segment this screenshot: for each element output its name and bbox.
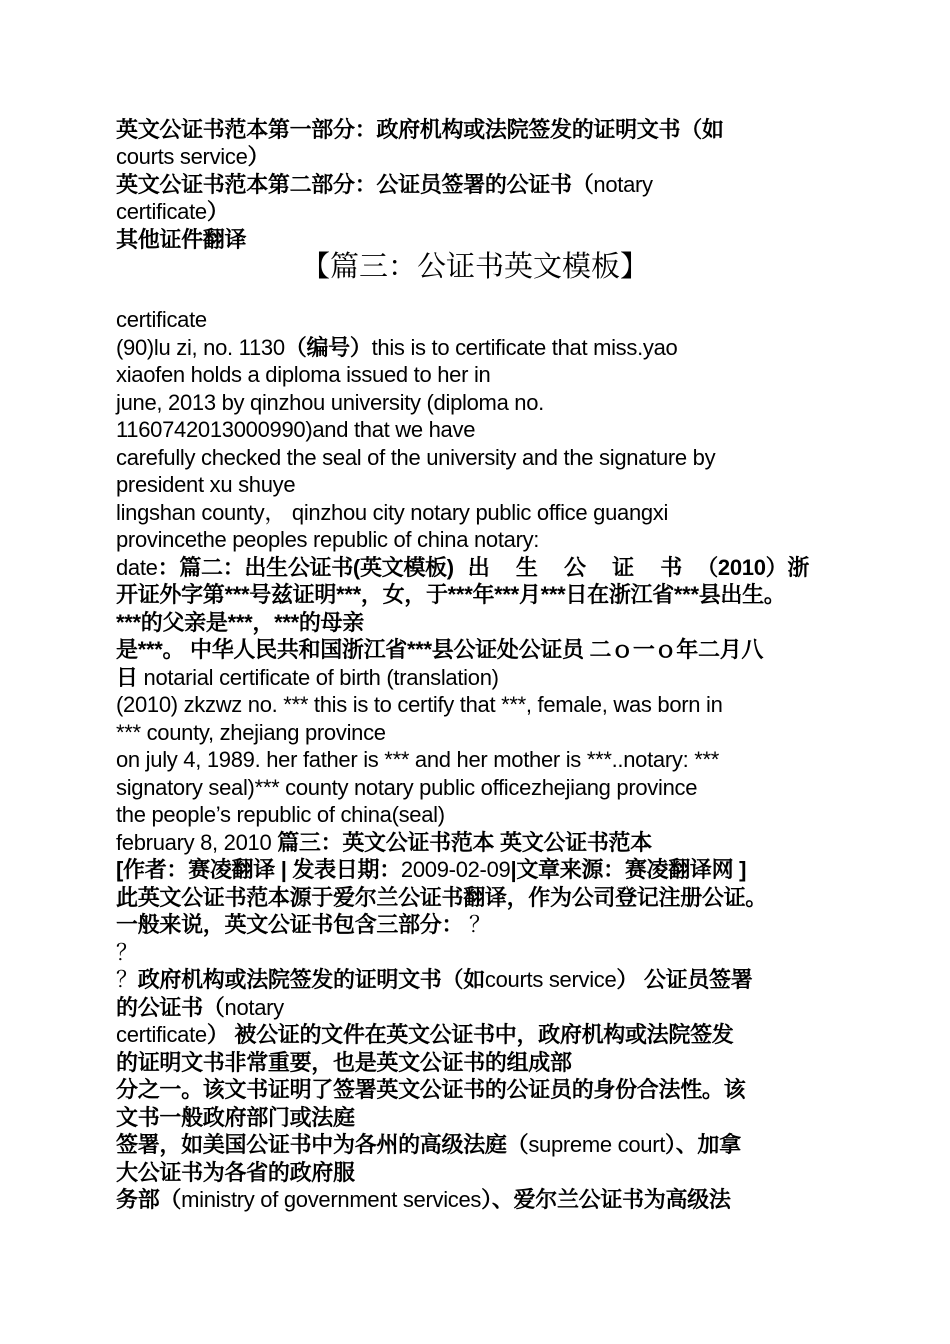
cert1-line-4: june, 2013 by qinzhou university (diploma no. — [116, 390, 544, 415]
cert2-title: ：篇二：出生公证书(英文模板) — [157, 555, 454, 580]
article-line-2: 此英文公证书范本源于爱尔兰公证书翻译，作为公司登记注册公证。 — [116, 885, 768, 910]
intro-part2-text: 英文公证书范本第二部分：公证员签署的公证书（ — [116, 172, 594, 197]
cert2-day: 日 — [116, 665, 138, 690]
article-item1-en: courts service — [484, 967, 617, 992]
cert2-line-3: ***的父亲是***，***的母亲 — [116, 610, 364, 635]
article-supreme-court: supreme court — [528, 1132, 666, 1157]
cert1-line-2 — [116, 334, 677, 361]
article-line-10: 文书一般政府部门或法庭 — [116, 1105, 355, 1130]
intro-part2-close: ） — [206, 199, 229, 224]
intro-part1-line — [116, 116, 724, 143]
cert2-line-4: 是***。 中华人民共和国浙江省***县公证处公证员 二ｏ一ｏ年二月八 — [116, 637, 764, 662]
cert2-line-10: the people’s republic of china(seal) — [116, 802, 445, 827]
cert1-line-5: 116074201300099​0)and that we have — [116, 417, 476, 442]
article-para3-cont: ）、爱尔兰公证书为高级法 — [481, 1187, 731, 1212]
article-q3: ？ — [116, 967, 138, 992]
article-date: 2009-02-09 — [400, 857, 511, 882]
article-line-11 — [116, 1131, 741, 1158]
cert2-line-9: signatory seal)*** county notary public officezhejiang province — [116, 775, 698, 800]
cert2-line-7: *** county, zhejiang province — [116, 720, 386, 745]
intro-part1-cont — [116, 143, 269, 170]
article-line-13 — [116, 1186, 731, 1213]
article-item2-en: notary — [224, 995, 284, 1020]
article-item2: ） 公证员签署 — [616, 967, 753, 992]
cert1-line-8: lingshan county， qinzhou city notary public office guangxi — [116, 500, 669, 525]
cert1-line-7: president xu shuye — [116, 472, 296, 497]
intro-part1-en: courts service — [116, 144, 248, 169]
article-para3: 务部（ — [116, 1187, 182, 1212]
cert1-line-1: certificate — [116, 307, 207, 332]
cert1-number-label: （编号） — [284, 335, 372, 360]
article-item1: 政府机构或法院签发的证明文书（如 — [137, 967, 485, 992]
cert1-number: (90)lu zi, no. 1130 — [116, 335, 285, 360]
cert2-line-1 — [116, 554, 809, 581]
cert2-next-title: 篇三：英文公证书范本 英文公证书范本 — [271, 830, 652, 855]
article-q1: ？ — [463, 912, 491, 937]
article-line-7 — [116, 1021, 733, 1048]
article-source: |文章来源：赛凌翻译网 ] — [510, 857, 747, 882]
article-meta-line — [116, 856, 746, 883]
article-line-12: 大公证书为各省的政府服 — [116, 1160, 355, 1185]
article-author: [作者：赛凌翻译 | 发表日期： — [116, 857, 401, 882]
article-line-3 — [116, 911, 491, 938]
article-line-6 — [116, 994, 284, 1021]
article-ministry: ministry of government services — [181, 1187, 482, 1212]
cert2-translation-title: notarial certificate of birth (translation) — [137, 665, 499, 690]
cert1-line-6: carefully checked the seal of the university and the signature by — [116, 445, 716, 470]
cert2-line-5 — [116, 664, 499, 691]
cert2-heading: 出 生 公 证 书 — [467, 555, 693, 580]
article-line-9: 分之一。该文书证明了签署英文公证书的公证员的身份合法性。该 — [116, 1077, 746, 1102]
article-para2: 签署，如美国公证书中为各州的高级法庭（ — [116, 1132, 529, 1157]
cert2-line-11 — [116, 829, 652, 856]
intro-part2-en: notary — [593, 172, 653, 197]
intro-part1-text: 英文公证书范本第一部分：政府机构或法院签发的证明文书（如 — [116, 117, 724, 142]
article-item2-cont: 的公证书（ — [116, 995, 225, 1020]
intro-part2-en2: certificate — [116, 199, 207, 224]
intro-other-line: 其他证件翻译 — [116, 227, 247, 252]
article-line-8: 的证明文书非常重要，也是英文公证书的组成部 — [116, 1050, 572, 1075]
cert2-date: date — [116, 555, 158, 580]
cert2-year: （2010）浙 — [696, 555, 810, 580]
article-para1: ） 被公证的文件在英文公证书中，政府机构或法院签发 — [206, 1022, 734, 1047]
cert2-date-en: february 8, 2010 — [116, 830, 272, 855]
section-heading: 【篇三：公证书英文模板】 — [300, 251, 649, 283]
cert1-line-3: xiaofen holds a diploma issued to her in — [116, 362, 491, 387]
intro-part2-line — [116, 171, 653, 198]
intro-part2-cont — [116, 198, 229, 225]
article-item2-en2: certificate — [116, 1022, 207, 1047]
cert1-line-9: provincethe peoples republic of china notary: — [116, 527, 540, 552]
article-line-5 — [116, 966, 752, 993]
cert2-line-6: (2010) zkzwz no. *** this is to certify that ***, female, was born in — [116, 692, 723, 717]
cert2-line-2: 开证外字第***号兹证明***，女，于***年***月***日在浙江省***县出生。 — [116, 582, 786, 607]
cert2-line-8: on july 4, 1989. her father is *** and her mother is ***..notary: *** — [116, 747, 719, 772]
article-line-4: ？ — [116, 940, 138, 965]
article-para2-cont: ）、加拿 — [665, 1132, 741, 1157]
intro-part1-close: ） — [247, 144, 270, 169]
article-intro: 一般来说，英文公证书包含三部分： — [116, 912, 464, 937]
cert1-text: this is to certificate that miss.yao — [371, 335, 678, 360]
